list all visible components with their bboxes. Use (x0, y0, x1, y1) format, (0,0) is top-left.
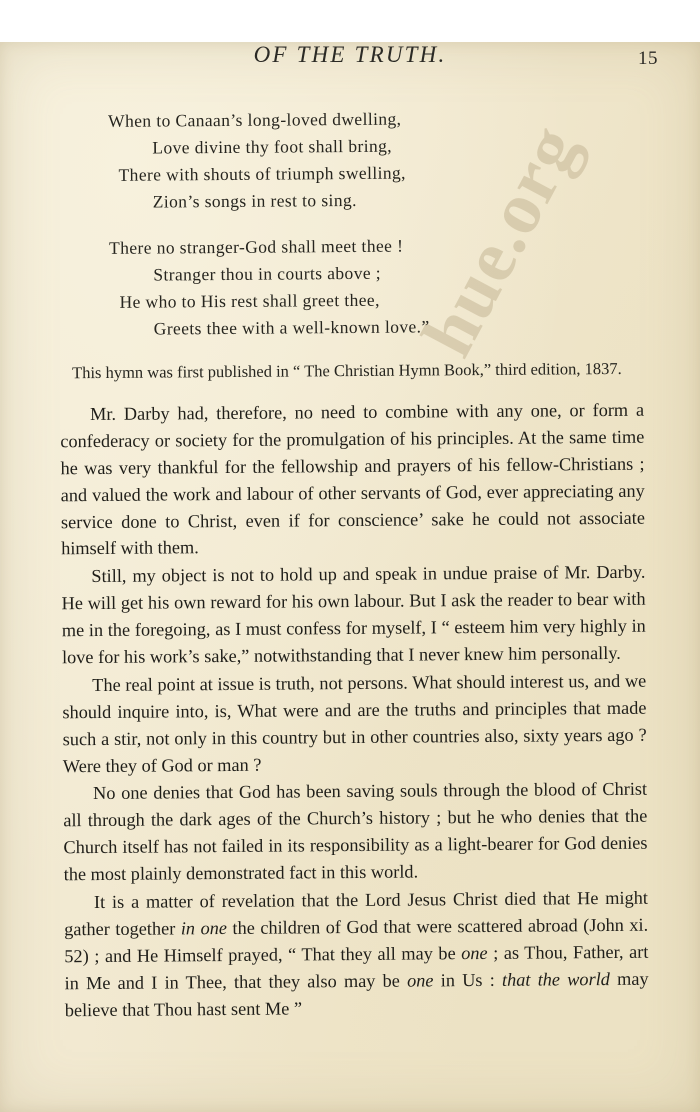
verse-line: There no stranger-God shall meet thee ! (109, 235, 404, 258)
page-number: 15 (638, 48, 658, 69)
verse-stanza (1, 230, 700, 344)
verse-line: There with shouts of triumph swelling, (118, 162, 406, 186)
paragraph: Mr. Darby had, therefore, no need to combine with any one, or form a confederacy or society for the promulgation of his principles. At the same time he was very thankful for the fellowship and prayers of his fellow-Christians ; and valued the work and labour of other servants of God, ever appreciating any service done to Christ, even if for conscience’ sake he could not associate himself with them. (60, 399, 646, 559)
verse-line: Love divine thy foot shall bring, (152, 135, 393, 158)
hymn-verse (0, 103, 700, 343)
paragraph: The real point at issue is truth, not persons. What should interest us, and we should inquire into, is, What were and are the truths and principles that made such a stir, not only in this country but in other countries also, sixty years ago ? Were they of God or man ? (62, 670, 647, 776)
body-text (60, 397, 649, 1024)
text-run: may believe that Thou hast sent Me ” (64, 968, 649, 1020)
verse-line: Zion’s songs in rest to sing. (152, 190, 357, 212)
italic-run: in one (180, 917, 227, 939)
verse-line: When to Canaan’s long-loved dwelling, (108, 108, 402, 131)
paragraph: No one denies that God has been saving souls through the blood of Christ all through the dark ages of the Church’s history ; but he who denies that the Church itself has not failed in its responsibility as a light-bearer for God denies the most plainly demonstrated fact in this world. (63, 779, 648, 885)
verse-stanza (0, 103, 700, 217)
italic-run: one (461, 942, 488, 963)
paragraph: Still, my object is not to hold up and speak in undue praise of Mr. Darby. He will get his own reward for his own labour. But I ask the reader to bear with me in the foregoing, as I must confess for myself, I “ esteem him very highly in love for his work’s sake,” notwithstanding that I never knew him personally. (61, 561, 646, 668)
text-run: the children of God that were scattered abroad (John xi. 52) ; and He Himself prayed, “ That they all may be (64, 914, 649, 967)
verse-line: Stranger thou in courts above ; (153, 262, 382, 285)
watermark-text: hue.org (406, 112, 596, 370)
paragraph-with-italics (64, 885, 649, 1024)
italic-run: one (407, 970, 434, 991)
text-run: in Us : (433, 969, 503, 991)
running-title: OF THE TRUTH. (253, 42, 447, 67)
verse-line: He who to His rest shall greet thee, (119, 289, 380, 312)
page-content (0, 42, 700, 1021)
verse-line: Greets thee with a well-known love.” (153, 316, 430, 339)
scanned-page (0, 42, 700, 1112)
text-run: It is a matter of revelation that the Lord Jesus Christ died that He might gather together (64, 887, 649, 940)
footnote-text: This hymn was first published in “ The Christian Hymn Book,” third edition, 1837. (72, 358, 622, 383)
text-run: ; as Thou, Father, art in Me and I in Thee, that they also may be (64, 941, 649, 993)
page-header (0, 42, 700, 76)
italic-run: that the world (501, 968, 610, 990)
